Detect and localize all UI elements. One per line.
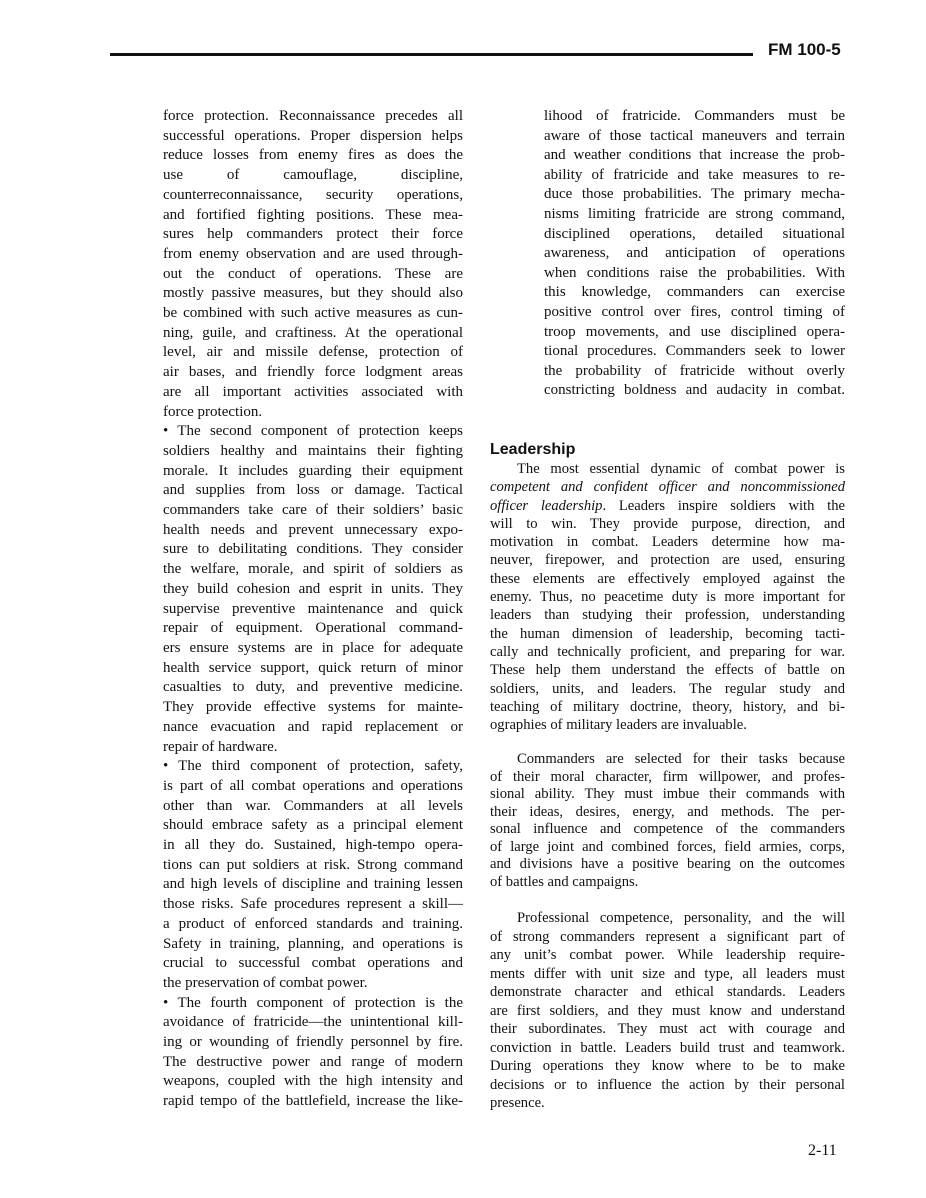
text-line: crucial to successful combat operations and bbox=[163, 955, 463, 972]
text-line: nance evacuation and rapid replacement or bbox=[163, 718, 463, 735]
text-line: positive control over fires, control timing of bbox=[544, 303, 845, 320]
text-line: are all important activities associated with bbox=[163, 383, 463, 400]
text-line bbox=[490, 497, 845, 515]
text-line: commanders take care of their soldiers’ basic bbox=[163, 502, 463, 519]
emphasized-text: officer leadership bbox=[490, 497, 603, 514]
text-line: and supplies from loss or damage. Tactical bbox=[163, 482, 463, 499]
text-segment: . Leaders inspire soldiers with the bbox=[602, 497, 845, 514]
text-line: repair of equipment. Operational command- bbox=[163, 620, 463, 637]
text-line: sures help commanders protect their force bbox=[163, 226, 463, 243]
text-line: of their moral character, firm willpower, and profes- bbox=[490, 768, 845, 785]
paragraph bbox=[544, 107, 845, 401]
text-line: any unit’s combat power. While leadership require- bbox=[490, 947, 845, 963]
text-line: and divisions have a positive bearing on the outcomes bbox=[490, 856, 845, 872]
text-line: presence. bbox=[490, 1095, 545, 1111]
text-line: sure to debilitating conditions. They consider bbox=[163, 541, 463, 558]
text-line: force protection. bbox=[163, 403, 263, 420]
text-line: duce those probabilities. The primary mecha- bbox=[544, 186, 845, 203]
text-line: will to win. They provide purpose, direction, and bbox=[490, 515, 845, 532]
text-line: demonstrate character and ethical standards. Leaders bbox=[490, 984, 845, 1000]
emphasized-text: competent and confident officer and noncommissioned bbox=[490, 479, 845, 496]
text-line: cally and technically proficient, and preparing for war. bbox=[490, 643, 845, 660]
text-line: force protection. Reconnaissance precedes all bbox=[163, 108, 463, 124]
text-line: a product of enforced standards and training. bbox=[163, 915, 463, 932]
text-line: • The fourth component of protection is the bbox=[163, 994, 463, 1011]
text-line: the probability of fratricide without overly bbox=[544, 362, 845, 379]
paragraph bbox=[490, 751, 845, 891]
text-line: aware of those tactical maneuvers and terrain bbox=[544, 127, 845, 144]
text-line: other than war. Commanders at all levels bbox=[163, 797, 463, 814]
text-line: health needs and prevent unnecessary expo- bbox=[163, 521, 463, 538]
text-line: soldiers healthy and maintains their fighting bbox=[163, 442, 463, 459]
text-line: sonal influence and competence of the commanders bbox=[490, 821, 845, 837]
text-line: out the conduct of operations. These are bbox=[163, 265, 463, 282]
text-line: motivation in combat. Leaders determine how ma- bbox=[490, 534, 845, 551]
text-line: and weather conditions that increase the prob- bbox=[544, 147, 845, 164]
paragraph bbox=[490, 460, 845, 734]
text-line: Safety in training, planning, and operations is bbox=[163, 935, 463, 952]
text-line: the preservation of combat power. bbox=[163, 974, 368, 991]
text-line: disciplined operations, detailed situational bbox=[544, 225, 845, 242]
text-line: The most essential dynamic of combat power is bbox=[517, 461, 845, 477]
paragraph bbox=[490, 909, 845, 1113]
text-line: in all they do. Sustained, high-tempo opera- bbox=[163, 837, 463, 854]
text-line: morale. It includes guarding their equipment bbox=[163, 462, 463, 479]
left-column bbox=[163, 107, 463, 1112]
text-line: is part of all combat operations and operations bbox=[163, 777, 463, 794]
right-column-continuation bbox=[544, 107, 845, 401]
text-line: health service support, quick return of minor bbox=[163, 659, 463, 676]
text-line: awareness, and anticipation of operations bbox=[544, 245, 845, 262]
text-line: tional procedures. Commanders seek to lower bbox=[544, 343, 845, 360]
text-line: of battles and campaigns. bbox=[490, 873, 639, 890]
text-line: supervise preventive maintenance and quick bbox=[163, 600, 463, 617]
section-heading-leadership: Leadership bbox=[490, 441, 576, 458]
header-rule bbox=[110, 53, 753, 56]
leadership-paragraph-1 bbox=[490, 460, 845, 734]
text-line: tions can put soldiers at risk. Strong command bbox=[163, 856, 463, 873]
text-line: ments differ with unit size and type, all leaders must bbox=[490, 965, 845, 982]
text-line: are first soldiers, and they must know and understand bbox=[490, 1002, 845, 1019]
text-line: air bases, and friendly force lodgment areas bbox=[163, 364, 463, 381]
page-number: 2-11 bbox=[808, 1142, 837, 1159]
paragraph bbox=[163, 757, 463, 993]
text-line: ability of fratricide and take measures to re- bbox=[544, 166, 845, 183]
text-line: of strong commanders represent a significant part of bbox=[490, 928, 845, 945]
text-line: their ideas, desires, energy, and methods. The per- bbox=[490, 803, 845, 820]
text-line: conviction in battle. Leaders build trust and teamwork. bbox=[490, 1039, 845, 1056]
text-line: and fortified fighting positions. These mea- bbox=[163, 206, 463, 223]
text-line: • The third component of protection, safety, bbox=[163, 758, 463, 775]
text-line: these elements are effectively employed against the bbox=[490, 570, 845, 587]
text-line: mostly passive measures, but they should also bbox=[163, 285, 463, 302]
text-line: • The second component of protection keeps bbox=[163, 423, 463, 440]
text-line: The destructive power and range of modern bbox=[163, 1053, 463, 1070]
text-line: this knowledge, commanders can exercise bbox=[544, 284, 845, 301]
text-line: repair of hardware. bbox=[163, 738, 278, 755]
text-line: from enemy observation and are used through- bbox=[163, 245, 463, 262]
text-line: ning, guile, and craftiness. At the operational bbox=[163, 324, 463, 341]
text-line: when conditions raise the probabilities. With bbox=[544, 264, 845, 281]
text-line: the human dimension of leadership, becoming tacti- bbox=[490, 625, 845, 642]
text-line: casualties to duty, and preventive medicine. bbox=[163, 679, 463, 696]
text-line: constricting boldness and audacity in combat. bbox=[544, 382, 845, 399]
text-line: should embrace safety as a principal element bbox=[163, 817, 463, 834]
text-line: soldiers, units, and leaders. The regular study and bbox=[490, 680, 845, 697]
text-line: neuver, firepower, and protection are used, ensuring bbox=[490, 552, 845, 569]
text-line: sional ability. They must imbue their commands with bbox=[490, 786, 845, 802]
text-line: be combined with such active measures as cun- bbox=[163, 305, 463, 322]
leadership-paragraph-2 bbox=[490, 751, 845, 891]
text-line: the welfare, morale, and spirit of soldiers as bbox=[163, 561, 463, 578]
text-line: Professional competence, personality, and the will bbox=[517, 910, 845, 926]
text-line: they build cohesion and esprit in units. They bbox=[163, 580, 463, 597]
paragraph bbox=[163, 107, 463, 422]
text-line: successful operations. Proper dispersion helps bbox=[163, 127, 463, 144]
text-line: ing or wounding of friendly personnel by fire. bbox=[163, 1034, 463, 1051]
text-line: ers ensure systems are in place for adequate bbox=[163, 639, 463, 656]
text-line: avoidance of fratricide—the unintentional kill- bbox=[163, 1014, 463, 1031]
text-line: Commanders are selected for their tasks because bbox=[517, 751, 845, 767]
text-line: those risks. Safe procedures represent a skill— bbox=[163, 896, 463, 913]
text-line bbox=[490, 478, 845, 496]
text-line: and high levels of discipline and training lessen bbox=[163, 876, 463, 893]
text-line: rapid tempo of the battlefield, increase the like- bbox=[163, 1093, 463, 1110]
text-line: teaching of military doctrine, theory, history, and bi- bbox=[490, 698, 845, 715]
text-line: decisions or to influence the action by their personal bbox=[490, 1076, 845, 1093]
text-line: of large joint and combined forces, field armies, corps, bbox=[490, 838, 845, 855]
document-id: FM 100-5 bbox=[768, 40, 841, 59]
text-line: leaders than studying their profession, understanding bbox=[490, 607, 845, 624]
text-line: They provide effective systems for mainte- bbox=[163, 699, 463, 716]
leadership-paragraph-3 bbox=[490, 909, 845, 1113]
paragraph bbox=[163, 994, 463, 1112]
text-line: lihood of fratricide. Commanders must be bbox=[544, 108, 845, 124]
text-line: nisms limiting fratricide are strong command, bbox=[544, 205, 845, 222]
text-line: level, air and missile defense, protection of bbox=[163, 344, 463, 361]
text-line: These help them understand the effects of battle on bbox=[490, 662, 845, 679]
text-line: use of camouflage, discipline, bbox=[163, 167, 463, 184]
text-line: weapons, coupled with the high intensity and bbox=[163, 1073, 463, 1090]
paragraph bbox=[163, 422, 463, 757]
text-line: ographies of military leaders are invaluable. bbox=[490, 717, 747, 734]
text-line: their subordinates. They must act with courage and bbox=[490, 1021, 845, 1037]
text-line: reduce losses from enemy fires as does the bbox=[163, 147, 463, 164]
text-line: counterreconnaissance, security operations, bbox=[163, 186, 463, 203]
text-line: During operations they know where to be to make bbox=[490, 1058, 845, 1074]
text-line: troop movements, and use disciplined opera- bbox=[544, 323, 845, 340]
text-line: enemy. Thus, no peacetime duty is more important for bbox=[490, 589, 845, 606]
